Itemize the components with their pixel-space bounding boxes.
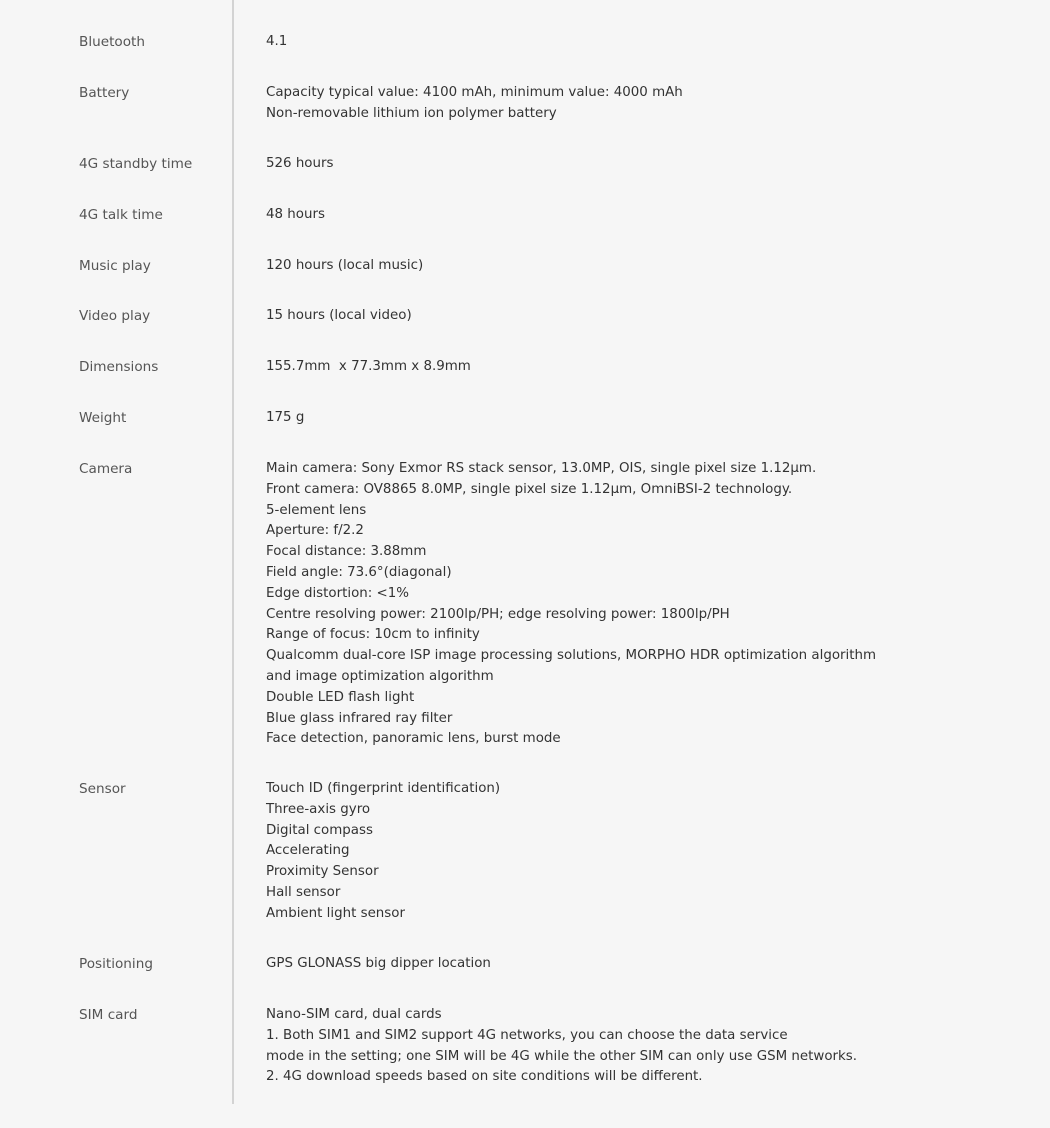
spec-value: Nano-SIM card, dual cards <box>266 1007 442 1022</box>
spec-value: Touch ID (fingerprint identification) <box>266 781 501 796</box>
spec-label: Battery <box>79 85 130 101</box>
spec-value: Centre resolving power: 2100lp/PH; edge resolving power: 1800lp/PH <box>266 606 730 622</box>
spec-value: Main camera: Sony Exmor RS stack sensor, 13.0MP, OIS, single pixel size 1.12μm. <box>266 461 817 476</box>
spec-value: Capacity typical value: 4100 mAh, minimum value: 4000 mAh <box>266 85 683 100</box>
spec-value: 175 g <box>266 410 305 425</box>
spec-value: Qualcomm dual-core ISP image processing solutions, MORPHO HDR optimization algorithm <box>266 648 877 664</box>
spec-value: and image optimization algorithm <box>266 668 494 684</box>
spec-value: 120 hours (local music) <box>266 258 424 273</box>
spec-value: 15 hours (local video) <box>266 308 412 323</box>
spec-values <box>266 954 986 975</box>
spec-label: Bluetooth <box>79 34 145 50</box>
spec-values <box>266 154 986 175</box>
spec-value: mode in the setting; one SIM will be 4G while the other SIM can only use GSM networks. <box>266 1048 858 1064</box>
spec-value: Hall sensor <box>266 884 341 900</box>
spec-value: Edge distortion: <1% <box>266 585 409 601</box>
spec-label: Weight <box>79 410 127 426</box>
spec-values <box>266 256 986 277</box>
spec-value: GPS GLONASS big dipper location <box>266 956 491 971</box>
spec-label: Camera <box>79 461 133 477</box>
spec-value: Three-axis gyro <box>266 801 371 817</box>
spec-value: Non-removable lithium ion polymer battery <box>266 105 557 121</box>
spec-value: Double LED flash light <box>266 689 415 705</box>
spec-values <box>266 32 986 53</box>
spec-value: Ambient light sensor <box>266 905 405 921</box>
spec-value: 526 hours <box>266 156 334 171</box>
spec-label: 4G standby time <box>79 156 193 172</box>
spec-value: 155.7mm x 77.3mm x 8.9mm <box>266 359 471 374</box>
spec-value: 1. Both SIM1 and SIM2 support 4G networks, you can choose the data service <box>266 1027 788 1043</box>
spec-label: 4G talk time <box>79 207 163 223</box>
spec-label: Music play <box>79 258 151 274</box>
spec-value: 48 hours <box>266 207 325 222</box>
spec-value: Front camera: OV8865 8.0MP, single pixel size 1.12μm, OmniBSI-2 technology. <box>266 481 793 497</box>
spec-value: Proximity Sensor <box>266 864 379 880</box>
spec-label: Dimensions <box>79 359 159 375</box>
spec-values <box>266 779 986 925</box>
spec-values <box>266 357 986 378</box>
spec-value: Aperture: f/2.2 <box>266 523 364 539</box>
spec-label: SIM card <box>79 1007 138 1023</box>
spec-value: Blue glass infrared ray filter <box>266 710 453 726</box>
spec-value: Digital compass <box>266 822 373 838</box>
spec-label: Sensor <box>79 781 126 797</box>
spec-value: Focal distance: 3.88mm <box>266 544 427 560</box>
spec-values <box>266 306 986 327</box>
spec-label: Positioning <box>79 956 153 972</box>
spec-value: Field angle: 73.6°(diagonal) <box>266 564 452 580</box>
spec-value: 5-element lens <box>266 502 367 518</box>
spec-value: Accelerating <box>266 843 350 859</box>
spec-values <box>266 459 986 750</box>
spec-values <box>266 83 986 125</box>
spec-label: Video play <box>79 308 151 324</box>
spec-values <box>266 205 986 226</box>
spec-values <box>266 408 986 429</box>
spec-value: Face detection, panoramic lens, burst mode <box>266 731 561 747</box>
spec-value: 2. 4G download speeds based on site conditions will be different. <box>266 1069 703 1085</box>
column-divider <box>232 0 234 1104</box>
spec-value: 4.1 <box>266 34 288 49</box>
spec-values <box>266 1005 986 1088</box>
spec-value: Range of focus: 10cm to infinity <box>266 627 480 643</box>
